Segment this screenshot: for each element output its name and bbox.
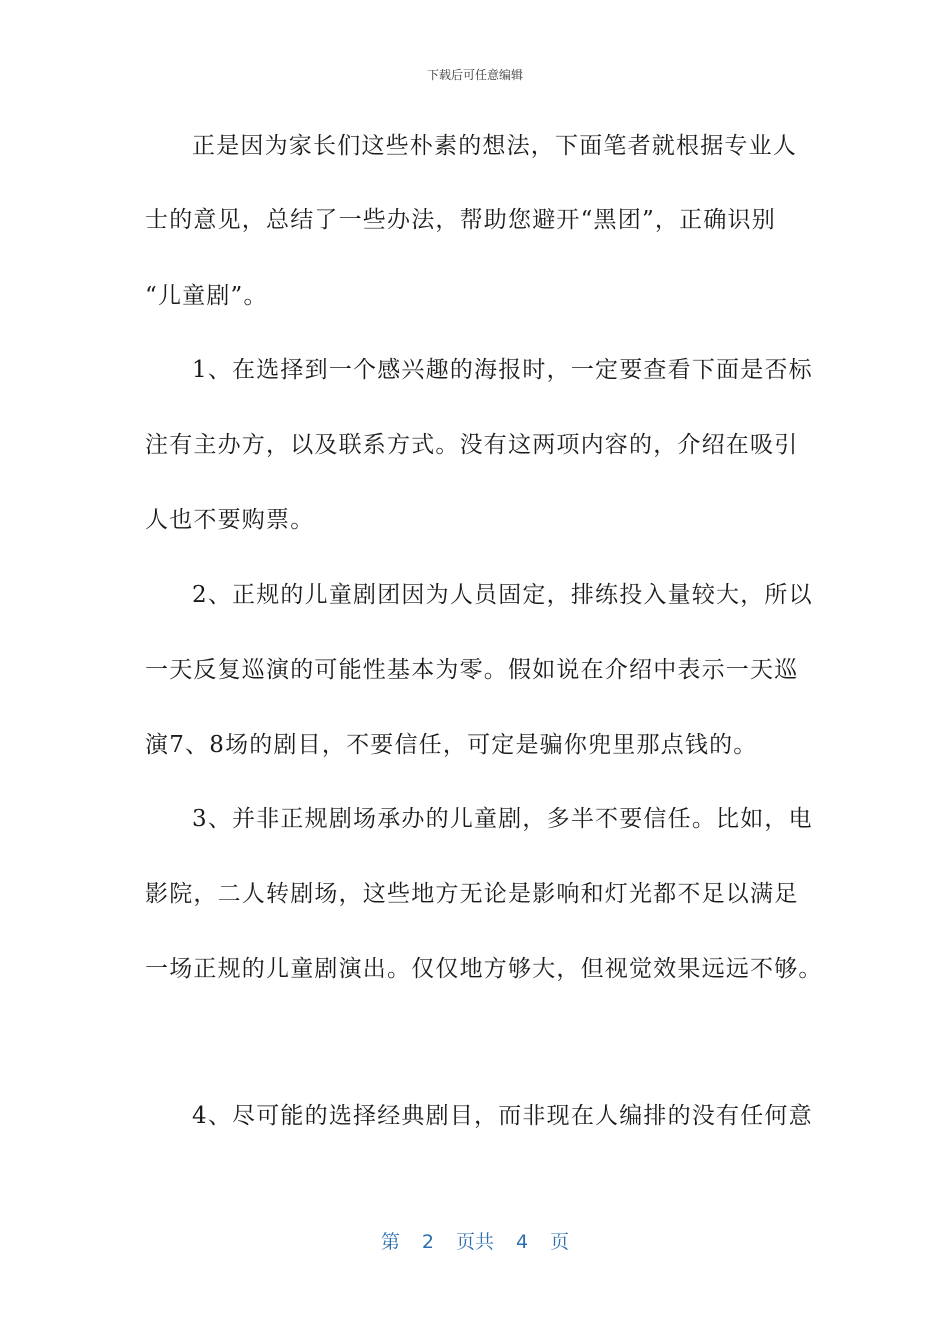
page-label-prefix: 第 xyxy=(380,1231,400,1253)
paragraph-line: 2、正规的儿童剧团因为人员固定，排练投入量较大，所以 xyxy=(192,582,813,608)
paragraph-line: 一天反复巡演的可能性基本为零。假如说在介绍中表示一天巡 xyxy=(145,657,799,683)
page-label-middle: 页共 xyxy=(455,1231,494,1253)
paragraph-line: 士的意见，总结了一些办法，帮助您避开“黑团”，正确识别 xyxy=(145,207,776,233)
paragraph-line: 一场正规的儿童剧演出。仅仅地方够大，但视觉效果远远不够。 xyxy=(145,956,823,982)
paragraph-line: 正是因为家长们这些朴素的想法，下面笔者就根据专业人 xyxy=(192,133,797,159)
page-footer xyxy=(0,1227,950,1254)
page-total: 4 xyxy=(516,1231,529,1253)
paragraph-line: 人也不要购票。 xyxy=(145,507,315,533)
paragraph-line: “儿童剧”。 xyxy=(145,283,268,309)
paragraph-line: 演7、8场的剧目，不要信任，可定是骗你兜里那点钱的。 xyxy=(145,732,758,758)
paragraph-line: 3、并非正规剧场承办的儿童剧，多半不要信任。比如，电 xyxy=(192,806,813,832)
paragraph-line: 1、在选择到一个感兴趣的海报时，一定要查看下面是否标 xyxy=(192,357,813,383)
paragraph-line: 影院，二人转剧场，这些地方无论是影响和灯光都不足以满足 xyxy=(145,881,799,907)
header-note: 下载后可任意编辑 xyxy=(426,68,523,82)
paragraph-line: 注有主办方，以及联系方式。没有这两项内容的，介绍在吸引 xyxy=(145,432,799,458)
paragraph-line: 4、尽可能的选择经典剧目，而非现在人编排的没有任何意 xyxy=(192,1103,813,1129)
page-label-suffix: 页 xyxy=(550,1231,570,1253)
page-current: 2 xyxy=(421,1231,434,1253)
